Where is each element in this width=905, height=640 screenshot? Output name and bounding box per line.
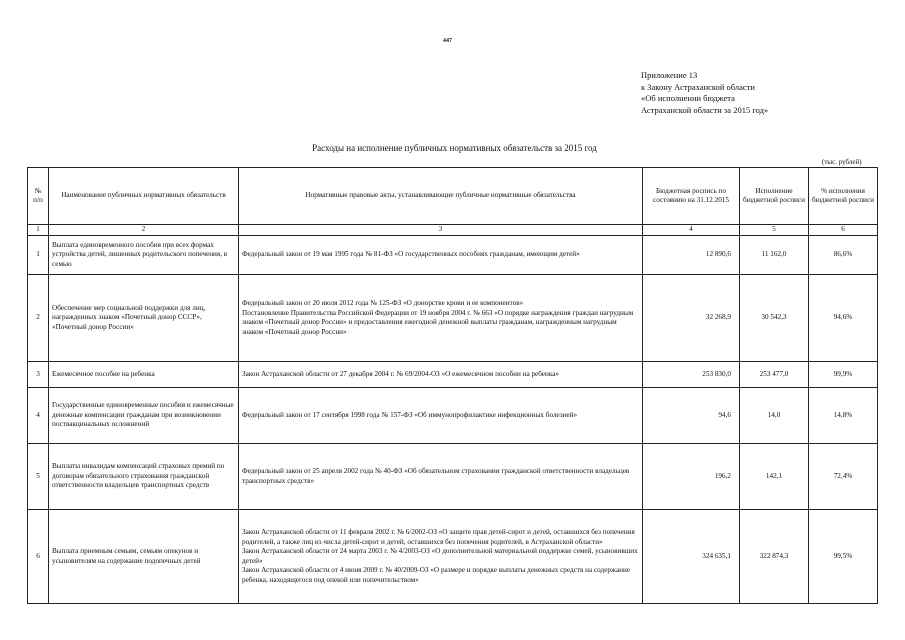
row-number: 2 [28,275,49,362]
table-header-row [28,168,878,225]
row-number: 6 [28,510,49,604]
legal-act: Закон Астраханской области от 11 февраля 2002 г. № 6/2002-ОЗ «О защите прав детей-сирот и детей, оставшихся без попечения родителей, а также лиц из числа детей-сирот и детей, оставшихся без попечения родителей, в Астраханской области» [242,528,635,546]
legal-acts [239,275,643,362]
unit-label: (тыс. рублей) [822,158,862,166]
document-title-text: Расходы на исполнение публичных нормативных обязательств за 2015 год [312,143,597,153]
obligation-name: Выплата приемным семьям, семьям опекунов и усыновителям на содержание подопечных детей [49,510,239,604]
exec-value: 11 162,0 [740,236,809,275]
table-row [28,388,878,444]
legal-act: Постановление Правительства Российской Федерации от 19 ноября 2004 г. № 663 «О порядке награждения граждан нагрудным знаком «Почетный донор России» и предоставления ежегодной денежной выплаты гражданам, награжденным нагрудным знаком «Почетный донор России» [242,308,634,336]
obligation-name: Обеспечение мер социальной поддержки для лиц, награжденных знаком «Почетный донор СССР», «Почетный донор России» [49,275,239,362]
legal-acts [239,444,643,510]
header-exec: Исполнение бюджетной росписи [740,168,809,225]
header-budget: Бюджетная роспись по состоянию на 31.12.2015 [643,168,740,225]
legal-acts [239,362,643,388]
budget-value: 94,6 [643,388,740,444]
legal-acts [239,388,643,444]
appendix-line: «Об исполнении бюджета [641,93,735,103]
table-row [28,275,878,362]
column-number: 5 [740,225,809,236]
legal-act: Закон Астраханской области от 24 марта 2003 г. № 4/2003-ОЗ «О дополнительной материальной поддержке семей, усыновивших детей» [242,547,638,565]
document-title [0,143,905,153]
pct-value: 14,8% [809,388,878,444]
header-no: № п/п [28,168,49,225]
table-row [28,444,878,510]
exec-value: 30 542,3 [740,275,809,362]
obligation-name: Выплата единовременного пособия при всех формах устройства детей, лишенных родительского попечения, в семью [49,236,239,275]
row-number: 1 [28,236,49,275]
pct-value: 99,5% [809,510,878,604]
appendix-line: Приложение 13 [641,70,698,80]
exec-value: 322 874,3 [740,510,809,604]
pct-value: 86,6% [809,236,878,275]
row-number: 3 [28,362,49,388]
row-number: 5 [28,444,49,510]
legal-acts [239,236,643,275]
pct-value: 94,6% [809,275,878,362]
legal-act: Закон Астраханской области от 27 декабря 2004 г. № 69/2004-ОЗ «О ежемесячном пособии на ребенка» [242,369,560,378]
legal-act: Федеральный закон от 17 сентября 1998 года № 157-ФЗ «Об иммунопрофилактике инфекционных болезней» [242,410,578,419]
obligation-name: Ежемесячное пособие на ребенка [49,362,239,388]
column-number-row [28,225,878,236]
column-number: 2 [49,225,239,236]
legal-acts [239,510,643,604]
budget-value: 196,2 [643,444,740,510]
pct-value: 99,9% [809,362,878,388]
obligation-name: Выплаты инвалидам компенсаций страховых премий по договорам обязательного страхования гражданской ответственности владельцев транспортных средств [49,444,239,510]
header-name: Наименование публичных нормативных обязательств [49,168,239,225]
legal-act: Федеральный закон от 25 апреля 2002 года № 40-ФЗ «Об обязательном страховании гражданской ответственности владельцев транспортных средств» [242,467,630,485]
page-number: 447 [443,38,452,44]
legal-act: Федеральный закон от 20 июля 2012 года № 125-ФЗ «О донорстве крови и ее компонентов» [242,299,524,307]
budget-value: 32 268,9 [643,275,740,362]
exec-value: 253 477,0 [740,362,809,388]
appendix-line: Астраханской области за 2015 год» [641,104,769,115]
exec-value: 14,0 [740,388,809,444]
exec-value: 142,1 [740,444,809,510]
legal-act: Закон Астраханской области от 4 июня 2009 г. № 40/2009-ОЗ «О размере и порядке выплаты денежных средств на содержание ребенка, находящегося под опекой или попечительством» [242,566,631,584]
column-number: 3 [239,225,643,236]
column-number: 4 [643,225,740,236]
budget-value: 12 890,6 [643,236,740,275]
pct-value: 72,4% [809,444,878,510]
appendix-line: к Закону Астраханской области [641,81,755,92]
column-number: 6 [809,225,878,236]
table-row [28,510,878,604]
budget-value: 324 635,1 [643,510,740,604]
budget-value: 253 830,0 [643,362,740,388]
table-row [28,362,878,388]
column-number: 1 [28,225,49,236]
table-row [28,236,878,275]
header-pct: % исполнения бюджетной росписи [809,168,878,225]
row-number: 4 [28,388,49,444]
appendix-note [641,70,768,116]
legal-act: Федеральный закон от 19 мая 1995 года № 81-ФЗ «О государственных пособиях гражданам, имеющим детей» [242,250,580,259]
obligation-name: Государственные единовременные пособия и ежемесячные денежные компенсации гражданам при возникновении поствакцинальных осложнений [49,388,239,444]
expenses-table [27,167,878,604]
header-acts: Нормативные правовые акты, устанавливающие публичные нормативные обязательства [239,168,643,225]
